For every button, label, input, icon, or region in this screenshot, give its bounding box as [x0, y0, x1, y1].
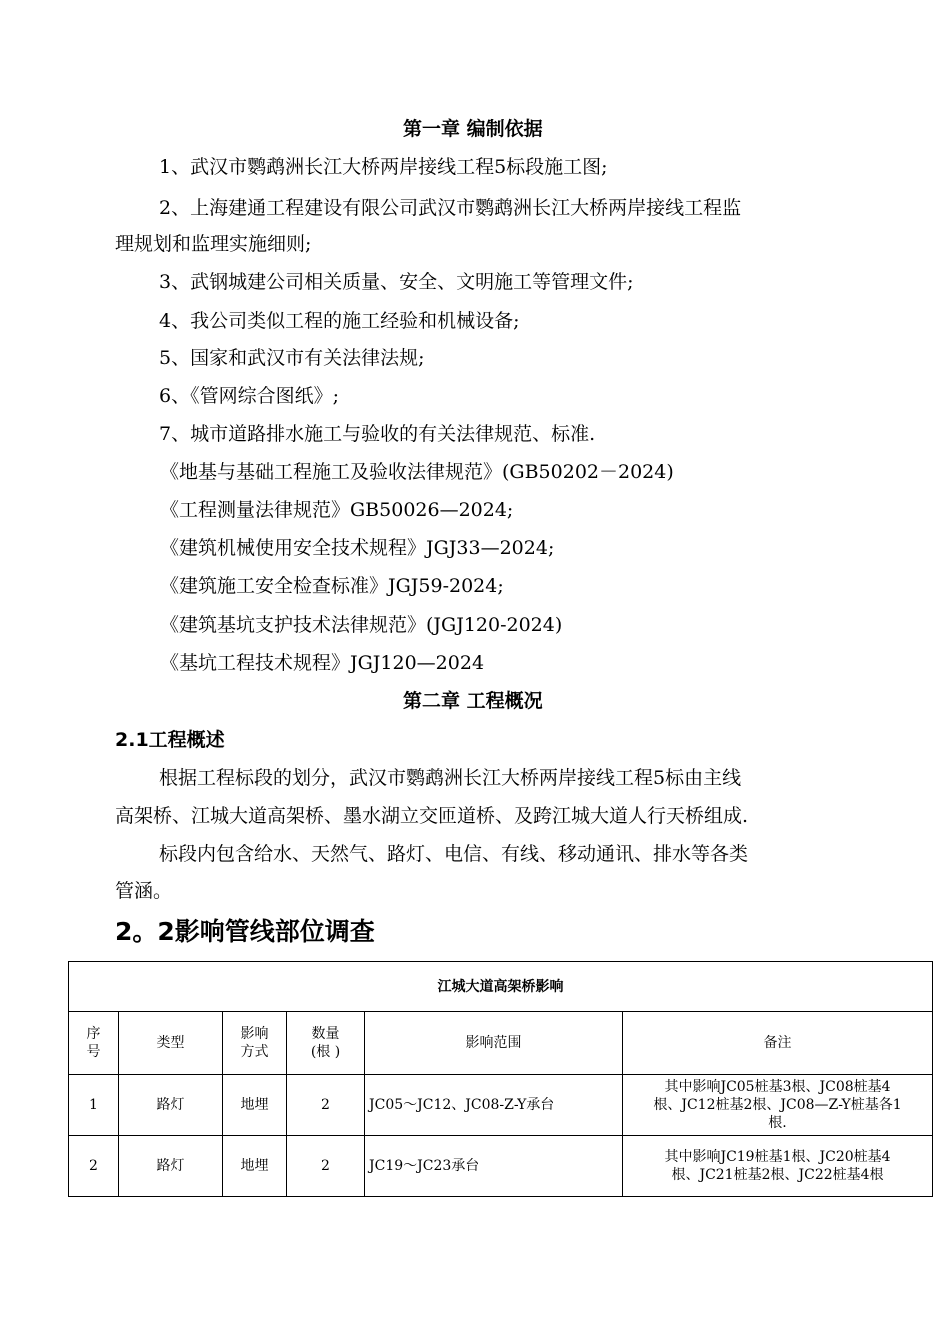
overview-line-3: 标段内包含给水、天然气、路灯、电信、有线、移动通讯、排水等各类 [159, 843, 749, 865]
cell-qty: 2 [287, 1136, 365, 1197]
basis-item-2: 2、上海建通工程建设有限公司武汉市鹦鹉洲长江大桥两岸接线工程监 [159, 197, 742, 219]
standard-5: 《建筑基坑支护技术法律规范》(JGJ120-2024) [160, 614, 563, 636]
header-type: 类型 [119, 1012, 223, 1075]
section-2-2-title: 2。2影响管线部位调查 [115, 917, 375, 946]
pipeline-impact-table [68, 961, 933, 1197]
overview-line-4: 管涵。 [115, 880, 173, 902]
cell-method: 地埋 [223, 1075, 287, 1136]
header-range: 影响范围 [365, 1012, 623, 1075]
basis-item-3: 3、武钢城建公司相关质量、安全、文明施工等管理文件; [159, 271, 634, 293]
basis-item-4: 4、我公司类似工程的施工经验和机械设备; [159, 310, 520, 332]
cell-note: 其中影响JC05桩基3根、JC08桩基4 根、JC12桩基2根、JC08—Z-Y桩基各1 根. [623, 1075, 933, 1136]
table-caption: 江城大道高架桥影响 [69, 962, 933, 1012]
standard-1: 《地基与基础工程施工及验收法律规范》(GB50202－2024) [160, 461, 674, 483]
header-note: 备注 [623, 1012, 933, 1075]
standard-3: 《建筑机械使用安全技术规程》JGJ33—2024; [160, 537, 555, 559]
table-row [69, 1136, 933, 1197]
table-header-row [69, 1012, 933, 1075]
chapter1-title: 第一章 编制依据 [403, 118, 543, 140]
cell-range: JC05～JC12、JC08-Z-Y承台 [365, 1075, 623, 1136]
header-method: 影响 方式 [223, 1012, 287, 1075]
standard-6: 《基坑工程技术规程》JGJ120—2024 [160, 652, 485, 674]
basis-item-6: 6、《管网综合图纸》; [159, 385, 339, 407]
basis-item-1: 1、武汉市鹦鹉洲长江大桥两岸接线工程5标段施工图; [159, 156, 608, 178]
section-2-1-title: 2.1工程概述 [115, 729, 225, 751]
standard-4: 《建筑施工安全检查标准》JGJ59-2024; [160, 575, 504, 597]
cell-method: 地埋 [223, 1136, 287, 1197]
cell-type: 路灯 [119, 1136, 223, 1197]
cell-qty: 2 [287, 1075, 365, 1136]
cell-no: 1 [69, 1075, 119, 1136]
chapter2-title: 第二章 工程概况 [403, 690, 543, 712]
standard-2: 《工程测量法律规范》GB50026—2024; [160, 499, 514, 521]
overview-line-1: 根据工程标段的划分，武汉市鹦鹉洲长江大桥两岸接线工程5标由主线 [159, 767, 742, 789]
table-row [69, 1075, 933, 1136]
header-no: 序 号 [69, 1012, 119, 1075]
cell-range: JC19～JC23承台 [365, 1136, 623, 1197]
basis-item-7: 7、城市道路排水施工与验收的有关法律规范、标准. [159, 423, 596, 445]
header-qty: 数量 (根 ) [287, 1012, 365, 1075]
overview-line-2: 高架桥、江城大道高架桥、墨水湖立交匝道桥、及跨江城大道人行天桥组成. [115, 805, 749, 827]
basis-item-5: 5、国家和武汉市有关法律法规; [159, 347, 425, 369]
cell-note: 其中影响JC19桩基1根、JC20桩基4 根、JC21桩基2根、JC22桩基4根 [623, 1136, 933, 1197]
basis-item-2-cont: 理规划和监理实施细则; [115, 233, 312, 255]
cell-type: 路灯 [119, 1075, 223, 1136]
cell-no: 2 [69, 1136, 119, 1197]
